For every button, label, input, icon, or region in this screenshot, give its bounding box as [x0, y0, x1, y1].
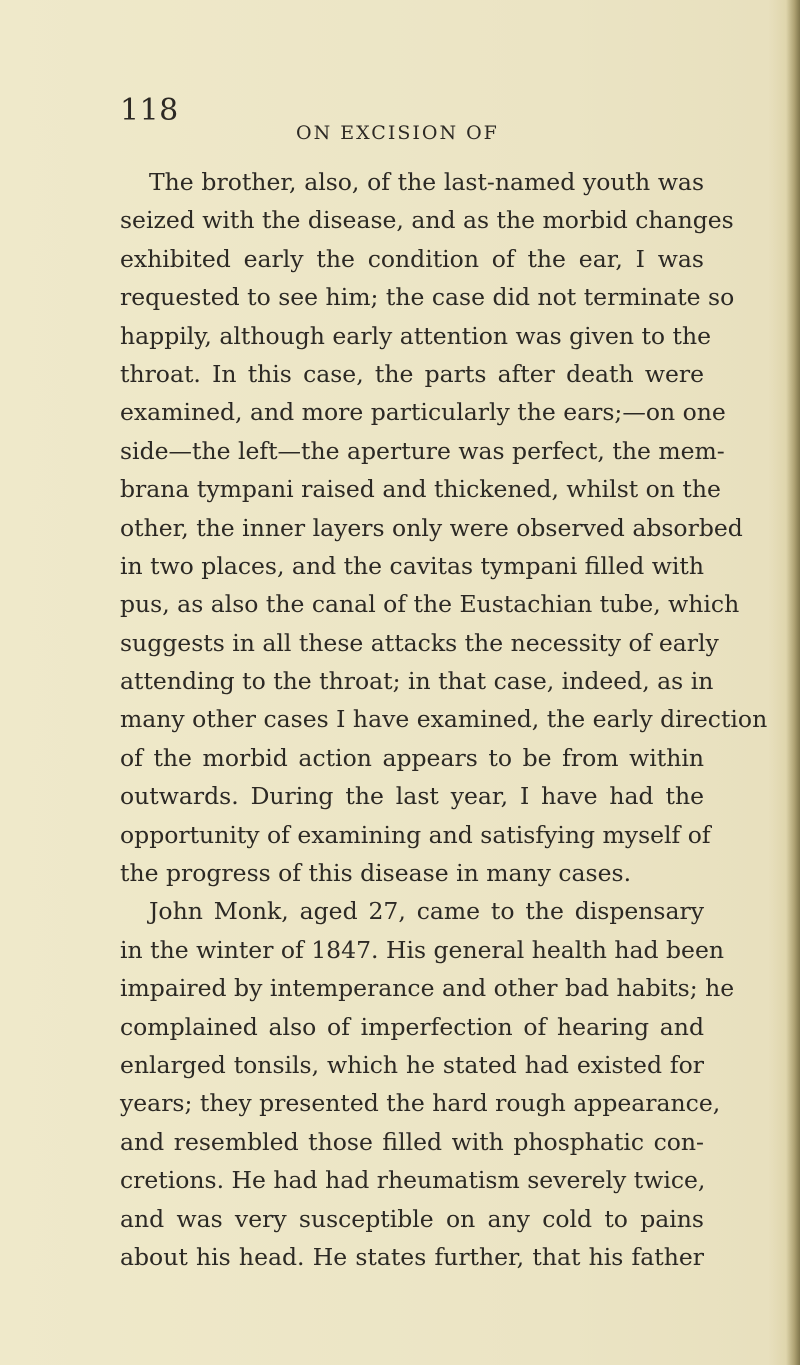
text-line: and was very susceptible on any cold to pains	[120, 1204, 704, 1233]
text-line: seized with the disease, and as the morbid changes	[120, 206, 734, 235]
text-line: enlarged tonsils, which he stated had existed for	[120, 1050, 704, 1079]
text-line: the progress of this disease in many cases.	[120, 859, 632, 888]
text-line: exhibited early the condition of the ear, I was	[120, 244, 704, 273]
text-line: attending to the throat; in that case, indeed, as in	[120, 667, 714, 696]
text-line: requested to see him; the case did not terminate so	[120, 283, 735, 312]
running-head: ON EXCISION OF	[296, 122, 499, 144]
body-text	[120, 163, 768, 1276]
text-line: cretions. He had had rheumatism severely twice,	[120, 1166, 706, 1195]
text-line: opportunity of examining and satisfying myself of	[120, 820, 711, 849]
text-line: years; they presented the hard rough appearance,	[120, 1089, 721, 1118]
text-line: outwards. During the last year, I have had the	[120, 782, 704, 811]
text-line: impaired by intemperance and other bad habits; he	[120, 974, 735, 1003]
text-line: examined, and more particularly the ears;—on one	[120, 398, 726, 427]
text-line: pus, as also the canal of the Eustachian tube, which	[120, 590, 740, 619]
page-number: 118	[120, 93, 179, 128]
text-line: about his head. He states further, that his father	[120, 1242, 704, 1271]
text-line: happily, although early attention was given to the	[120, 321, 712, 350]
text-line: throat. In this case, the parts after death were	[120, 359, 704, 388]
text-line: in the winter of 1847. His general health had been	[120, 935, 724, 964]
text-line: many other cases I have examined, the early direction	[120, 705, 768, 734]
text-line: side—the left—the aperture was perfect, the mem-	[120, 436, 725, 465]
page-edge-shadow	[786, 0, 800, 1365]
text-line: The brother, also, of the last-named youth was	[149, 168, 704, 196]
text-line: brana tympani raised and thickened, whilst on the	[120, 475, 721, 504]
text-line: in two places, and the cavitas tympani filled with	[120, 551, 705, 580]
text-line: other, the inner layers only were observed absorbed	[120, 513, 743, 542]
text-line: John Monk, aged 27, came to the dispensary	[149, 897, 704, 926]
text-line: and resembled those filled with phosphatic con-	[120, 1127, 704, 1156]
text-line: of the morbid action appears to be from within	[120, 743, 704, 772]
text-line: suggests in all these attacks the necessity of early	[120, 628, 719, 657]
text-line: complained also of imperfection of hearing and	[120, 1012, 704, 1041]
